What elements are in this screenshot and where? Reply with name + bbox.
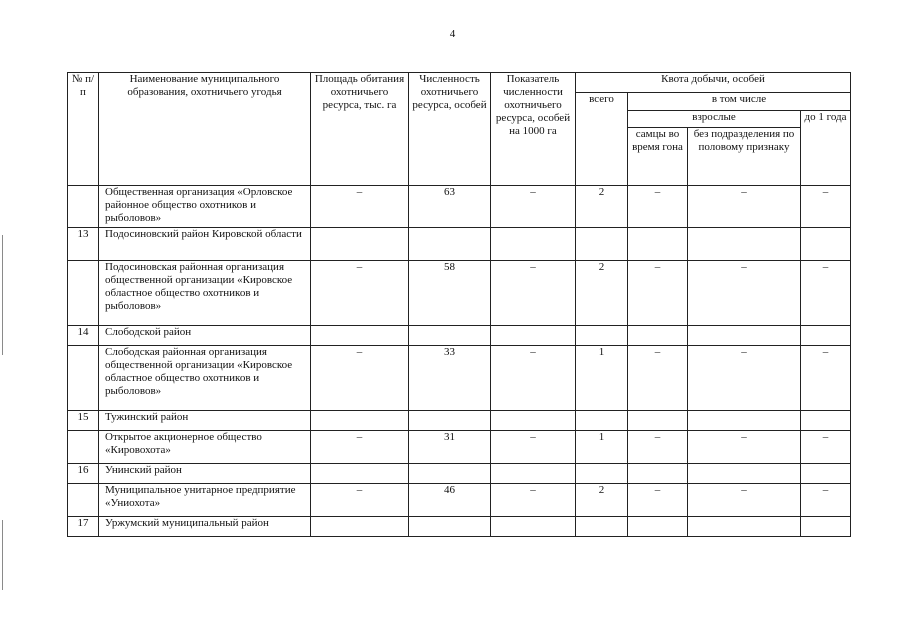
cell-males: – — [628, 431, 688, 464]
cell-density — [491, 411, 576, 431]
cell-density — [491, 464, 576, 484]
cell-young: – — [801, 484, 851, 517]
cell-area — [311, 228, 409, 261]
cell-density: – — [491, 431, 576, 464]
header-name: Наименование муниципального образования, охотничьего угодья — [99, 73, 311, 186]
header-area: Площадь обитания охотничьего ресурса, тыс. га — [311, 73, 409, 186]
cell-nodiv: – — [688, 484, 801, 517]
cell-num — [68, 346, 99, 411]
header-num: № п/п — [68, 73, 99, 186]
header-count: Численность охотничьего ресурса, особей — [409, 73, 491, 186]
header-total: всего — [576, 93, 628, 186]
header-quota: Квота добычи, особей — [576, 73, 851, 93]
cell-count: 31 — [409, 431, 491, 464]
cell-males — [628, 517, 688, 537]
cell-males — [628, 464, 688, 484]
table-row — [68, 346, 851, 411]
cell-young: – — [801, 261, 851, 326]
table-row — [68, 484, 851, 517]
cell-males: – — [628, 186, 688, 228]
cell-name: Муниципальное унитарное предприятие «Униохота» — [99, 484, 311, 517]
cell-total — [576, 411, 628, 431]
cell-total — [576, 517, 628, 537]
table-row — [68, 326, 851, 346]
cell-nodiv — [688, 517, 801, 537]
scan-margin-mark — [2, 235, 3, 355]
cell-males — [628, 411, 688, 431]
cell-name: Унинский район — [99, 464, 311, 484]
cell-num — [68, 431, 99, 464]
cell-area: – — [311, 186, 409, 228]
page-number: 4 — [449, 28, 456, 40]
cell-count — [409, 517, 491, 537]
cell-name: Тужинский район — [99, 411, 311, 431]
cell-young: – — [801, 346, 851, 411]
cell-young — [801, 464, 851, 484]
cell-count: 58 — [409, 261, 491, 326]
cell-num: 15 — [68, 411, 99, 431]
cell-count: 33 — [409, 346, 491, 411]
cell-num — [68, 186, 99, 228]
cell-num: 13 — [68, 228, 99, 261]
table-row — [68, 228, 851, 261]
cell-nodiv — [688, 326, 801, 346]
cell-total: 1 — [576, 346, 628, 411]
cell-density: – — [491, 261, 576, 326]
cell-density: – — [491, 346, 576, 411]
cell-males: – — [628, 484, 688, 517]
cell-density — [491, 326, 576, 346]
cell-total — [576, 326, 628, 346]
header-including: в том числе — [628, 93, 851, 111]
cell-area — [311, 464, 409, 484]
cell-nodiv — [688, 411, 801, 431]
cell-count — [409, 228, 491, 261]
cell-nodiv: – — [688, 431, 801, 464]
cell-name: Общественная организация «Орловское районное общество охотников и рыболовов» — [99, 186, 311, 228]
cell-density — [491, 517, 576, 537]
cell-num: 17 — [68, 517, 99, 537]
header-males: самцы во время гона — [628, 128, 688, 186]
scan-margin-mark — [2, 520, 3, 590]
cell-name: Слободская районная организация общественной организации «Кировское областное общество охотников и рыболовов» — [99, 346, 311, 411]
cell-density: – — [491, 186, 576, 228]
cell-count — [409, 411, 491, 431]
cell-total: 2 — [576, 186, 628, 228]
cell-area — [311, 411, 409, 431]
header-adults: взрослые — [628, 111, 801, 128]
cell-nodiv: – — [688, 346, 801, 411]
cell-area: – — [311, 346, 409, 411]
cell-density: – — [491, 484, 576, 517]
cell-young — [801, 228, 851, 261]
cell-nodiv: – — [688, 261, 801, 326]
cell-total — [576, 464, 628, 484]
cell-name: Подосиновская районная организация общественной организации «Кировское областное общество охотников и рыболовов» — [99, 261, 311, 326]
cell-count — [409, 326, 491, 346]
table-row — [68, 186, 851, 228]
cell-count: 46 — [409, 484, 491, 517]
cell-area: – — [311, 431, 409, 464]
cell-name: Открытое акционерное общество «Кировохота» — [99, 431, 311, 464]
table-row — [68, 517, 851, 537]
cell-name: Слободской район — [99, 326, 311, 346]
cell-num: 14 — [68, 326, 99, 346]
cell-young — [801, 411, 851, 431]
table-row — [68, 411, 851, 431]
cell-males: – — [628, 261, 688, 326]
header-no-division: без подразделения по половому признаку — [688, 128, 801, 186]
cell-num — [68, 261, 99, 326]
cell-count — [409, 464, 491, 484]
cell-count: 63 — [409, 186, 491, 228]
table-row — [68, 464, 851, 484]
cell-name: Уржумский муниципальный район — [99, 517, 311, 537]
cell-males: – — [628, 346, 688, 411]
cell-name: Подосиновский район Кировской области — [99, 228, 311, 261]
header-density: Показатель численности охотничьего ресурса, особей на 1000 га — [491, 73, 576, 186]
cell-total: 1 — [576, 431, 628, 464]
cell-area — [311, 326, 409, 346]
cell-area: – — [311, 261, 409, 326]
cell-nodiv: – — [688, 186, 801, 228]
cell-total — [576, 228, 628, 261]
cell-density — [491, 228, 576, 261]
cell-area — [311, 517, 409, 537]
cell-young: – — [801, 431, 851, 464]
cell-num: 16 — [68, 464, 99, 484]
cell-nodiv — [688, 228, 801, 261]
cell-total: 2 — [576, 484, 628, 517]
cell-young: – — [801, 186, 851, 228]
cell-area: – — [311, 484, 409, 517]
table-row — [68, 431, 851, 464]
cell-nodiv — [688, 464, 801, 484]
table-row — [68, 261, 851, 326]
cell-males — [628, 326, 688, 346]
header-under-one: до 1 года — [801, 111, 851, 186]
cell-total: 2 — [576, 261, 628, 326]
quota-table — [67, 72, 851, 537]
cell-young — [801, 517, 851, 537]
cell-num — [68, 484, 99, 517]
cell-young — [801, 326, 851, 346]
cell-males — [628, 228, 688, 261]
